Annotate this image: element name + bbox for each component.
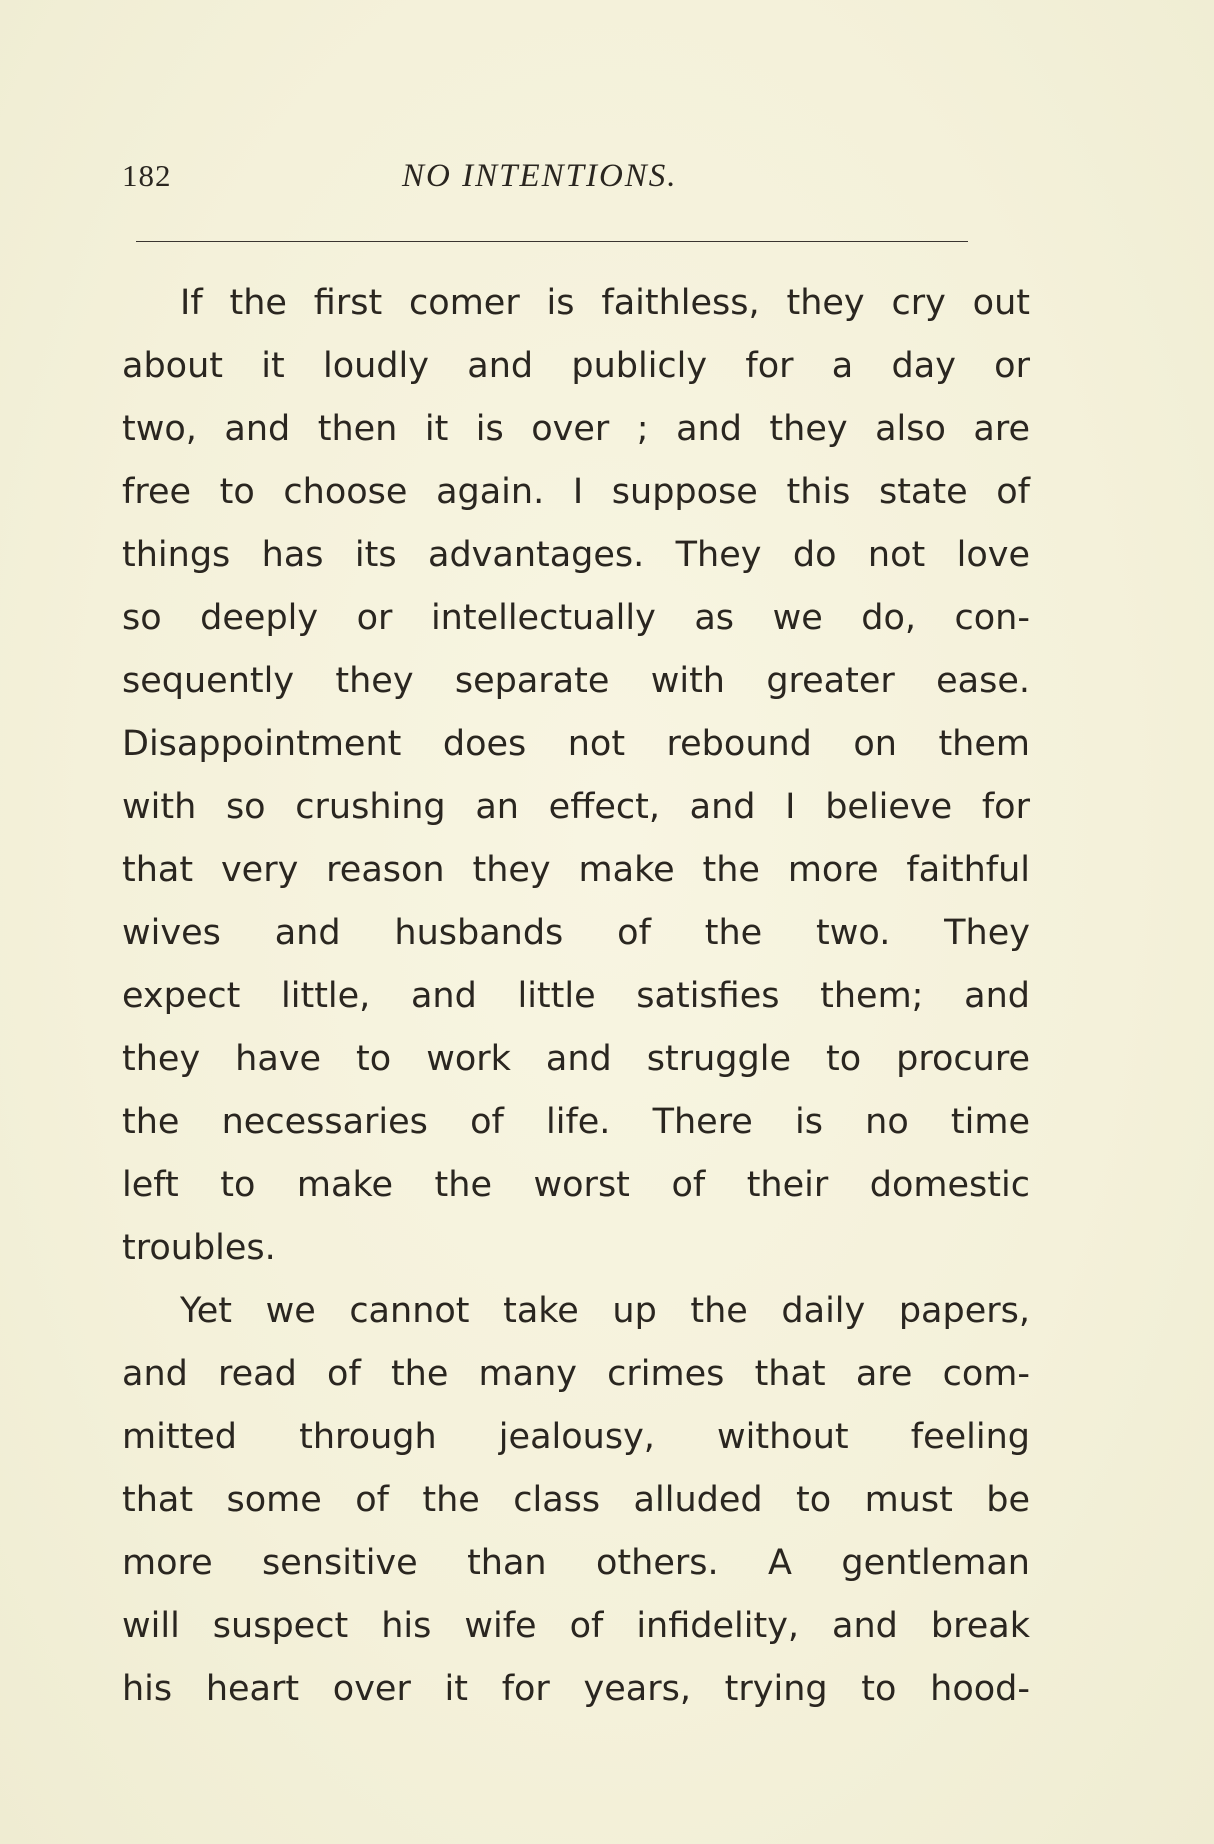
text-line: so deeply or intellectually as we do, con- bbox=[122, 598, 1030, 638]
text-line: that very reason they make the more faithful bbox=[122, 850, 1030, 890]
page-number: 182 bbox=[122, 158, 172, 193]
text-line: and read of the many crimes that are com- bbox=[122, 1354, 1030, 1394]
text-line: left to make the worst of their domestic bbox=[122, 1165, 1030, 1205]
text-line: will suspect his wife of infidelity, and break bbox=[122, 1606, 1030, 1646]
text-line: wives and husbands of the two. They bbox=[122, 913, 1030, 953]
text-line: Yet we cannot take up the daily papers, bbox=[180, 1291, 1030, 1331]
text-line: the necessaries of life. There is no time bbox=[122, 1102, 1030, 1142]
body-text bbox=[122, 272, 1030, 1721]
text-line: expect little, and little satisfies them; and bbox=[122, 976, 1030, 1016]
text-line: free to choose again. I suppose this state of bbox=[122, 472, 1030, 512]
text-line: his heart over it for years, trying to hood- bbox=[122, 1669, 1030, 1709]
text-line: that some of the class alluded to must be bbox=[122, 1480, 1030, 1520]
text-line: Disappointment does not rebound on them bbox=[122, 724, 1030, 764]
text-line: things has its advantages. They do not love bbox=[122, 535, 1030, 575]
text-line: about it loudly and publicly for a day or bbox=[122, 346, 1030, 386]
running-head bbox=[122, 158, 1022, 202]
running-title: NO INTENTIONS. bbox=[402, 158, 678, 194]
text-line: they have to work and struggle to procure bbox=[122, 1039, 1030, 1079]
text-line: If the first comer is faithless, they cry out bbox=[180, 283, 1030, 323]
text-line: mitted through jealousy, without feeling bbox=[122, 1417, 1030, 1457]
text-line: more sensitive than others. A gentleman bbox=[122, 1543, 1030, 1583]
header-rule bbox=[136, 241, 968, 242]
text-line: sequently they separate with greater ease. bbox=[122, 661, 1030, 701]
text-line: two, and then it is over ; and they also are bbox=[122, 409, 1030, 449]
text-line: troubles. bbox=[122, 1228, 276, 1268]
text-line: with so crushing an effect, and I believe for bbox=[122, 787, 1030, 827]
